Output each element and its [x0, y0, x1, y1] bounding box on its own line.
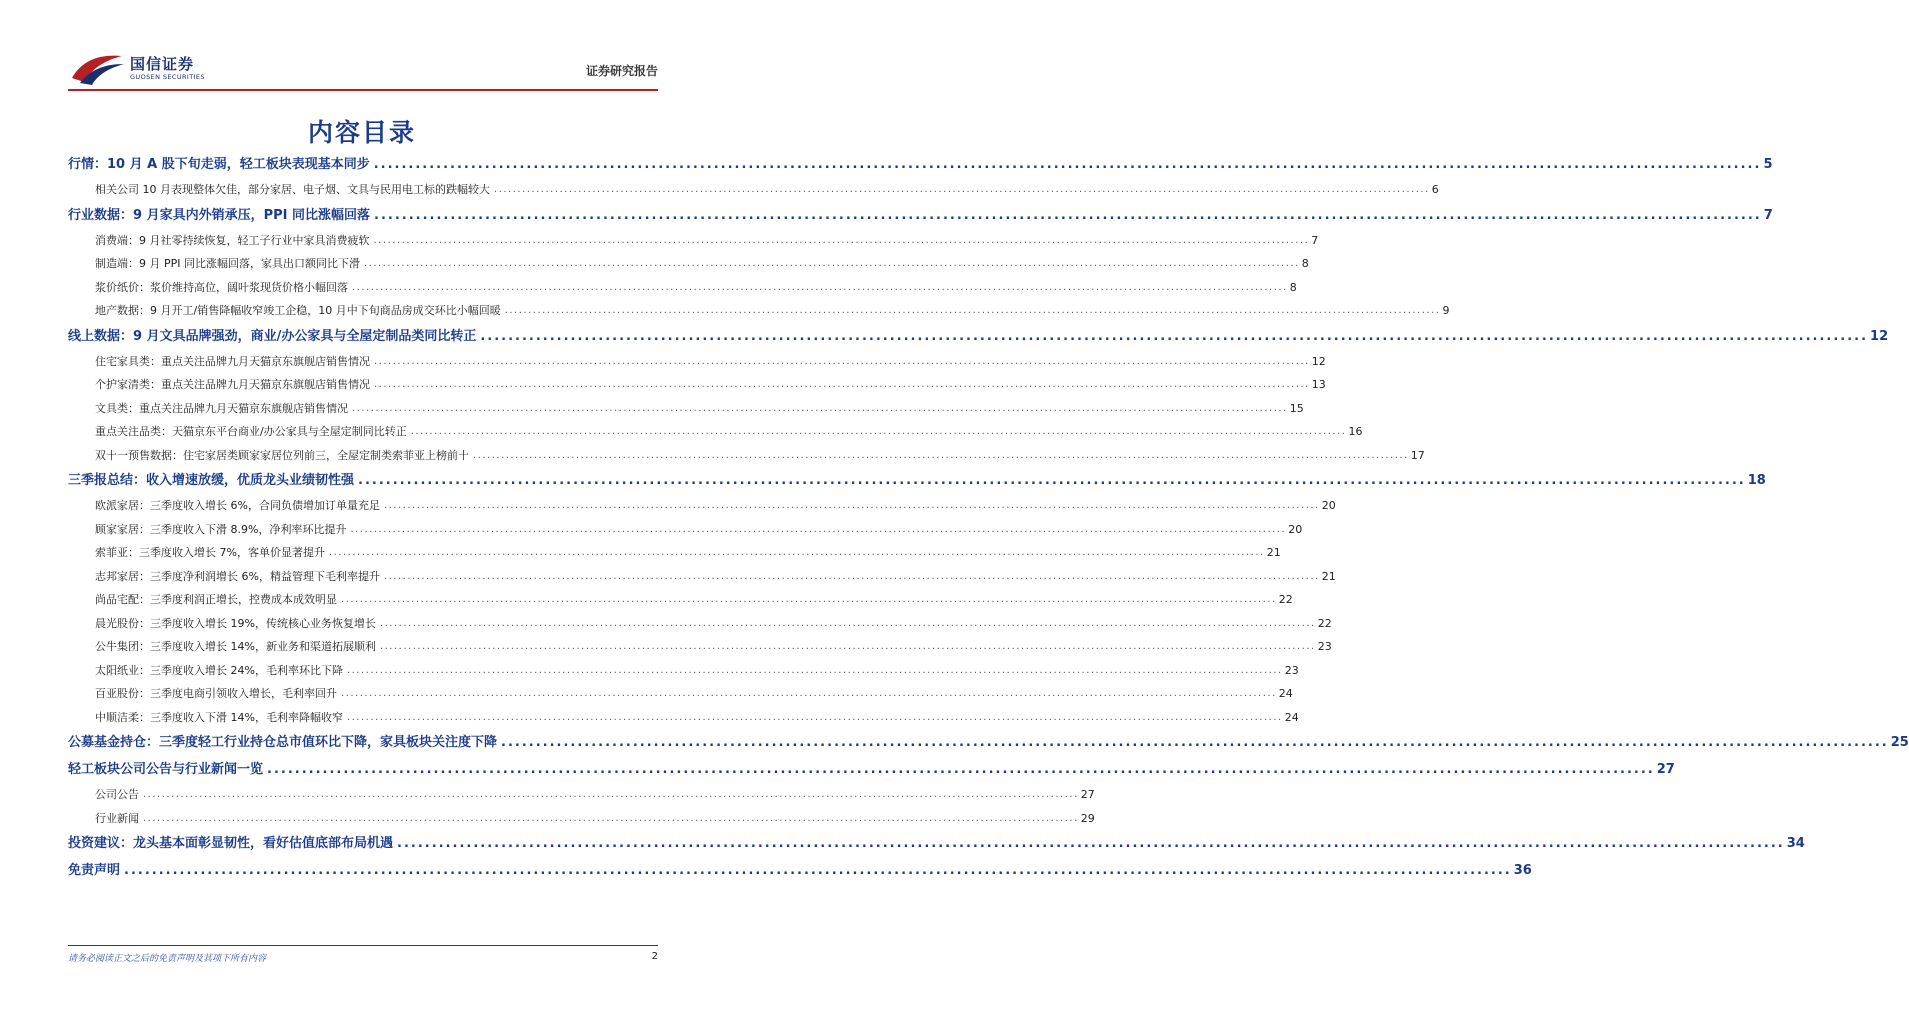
table-of-contents [68, 151, 1909, 884]
toc-entry-text: 制造端：9 月 PPI 同比涨幅回落，家具出口额同比下滑 [95, 257, 360, 270]
toc-page-number: 22 [1317, 616, 1332, 630]
toc-title: 内容目录 [307, 118, 416, 147]
toc-section-link[interactable] [68, 467, 1766, 494]
toc-entry-text: 消费端：9 月社零持续恢复，轻工子行业中家具消费疲软 [95, 233, 370, 247]
toc-subsection-link[interactable] [68, 494, 1336, 518]
toc-subsection-link[interactable] [68, 659, 1299, 683]
toc-subsection-link[interactable] [68, 444, 1425, 468]
toc-leader-dots: ........................................................................................................................................................................................................ [379, 617, 1316, 629]
toc-page-number: 18 [1747, 473, 1766, 488]
toc-page-number: 20 [1321, 499, 1336, 512]
toc-entry-text: 行业新闻 [95, 811, 139, 825]
toc-leader-dots: ........................................................................................................................................................................................................ [352, 281, 1288, 293]
toc-page-number: 7 [1763, 207, 1773, 223]
toc-section-link[interactable] [68, 756, 1675, 783]
toc-section-link[interactable] [68, 151, 1773, 178]
header-divider [68, 89, 658, 91]
footer-divider [68, 945, 658, 946]
page-header [70, 48, 658, 88]
toc-entry-text: 个护家清类：重点关注品牌九月天猫京东旗舰店销售情况 [95, 378, 370, 391]
toc-leader-dots: ........................................................................................................................................................................................................ [383, 570, 1320, 582]
toc-leader-dots: ........................................................................................................................................................................................................ [473, 449, 1409, 461]
toc-subsection-link[interactable] [68, 373, 1326, 397]
toc-entry-text: 住宅家具类：重点关注品牌九月天猫京东旗舰店销售情况 [95, 354, 370, 368]
toc-entry-text: 三季报总结：收入增速放缓，优质龙头业绩韧性强 [68, 473, 355, 488]
toc-section-link[interactable] [68, 729, 1909, 756]
toc-subsection-link[interactable] [68, 252, 1309, 276]
guosen-logo-icon [70, 52, 126, 86]
toc-page-number: 34 [1786, 836, 1805, 851]
toc-entry-text: 轻工板块公司公告与行业新闻一览 [68, 762, 264, 777]
toc-leader-dots: ........................................................................................................................................................................................................ [143, 789, 1079, 800]
toc-subsection-link[interactable] [68, 807, 1095, 831]
toc-subsection-link[interactable] [68, 565, 1336, 589]
toc-subsection-link[interactable] [68, 541, 1281, 565]
toc-page-number: 13 [1311, 378, 1326, 391]
toc-section-link[interactable] [68, 857, 1532, 884]
toc-leader-dots: ........................................................................................................................................................................................................ [504, 305, 1441, 316]
toc-entry-text: 地产数据：9 月开工/销售降幅收窄竣工企稳，10 月中下旬商品房成交环比小幅回暖 [95, 304, 501, 317]
toc-leader-dots: ........................................................................................................................................................................................................ [501, 735, 1889, 750]
toc-leader-dots: ........................................................................................................................................................................................................ [374, 355, 1310, 367]
toc-subsection-link[interactable] [68, 706, 1299, 730]
toc-entry-text: 欧派家居：三季度收入增长 6%，合同负债增加订单量充足 [95, 499, 380, 512]
toc-entry-text: 晨光股份：三季度收入增长 19%，传统核心业务恢复增长 [95, 616, 376, 630]
toc-leader-dots: ........................................................................................................................................................................................................ [328, 547, 1265, 558]
toc-page-number: 21 [1266, 546, 1281, 559]
toc-page-number: 27 [1656, 762, 1675, 777]
toc-page-number: 36 [1513, 863, 1532, 878]
toc-entry-text: 索菲亚：三季度收入增长 7%，客单价显著提升 [95, 546, 325, 559]
toc-subsection-link[interactable] [68, 612, 1332, 636]
toc-page-number: 25 [1890, 735, 1909, 750]
toc-leader-dots: ........................................................................................................................................................................................................ [480, 328, 1869, 344]
toc-subsection-link[interactable] [68, 299, 1450, 323]
toc-entry-text: 中顺洁柔：三季度收入下滑 14%，毛利率降幅收窄 [95, 710, 343, 724]
toc-entry-text: 尚品宅配：三季度利润正增长，控费成本成效明显 [95, 593, 337, 606]
toc-leader-dots: ........................................................................................................................................................................................................ [397, 836, 1785, 851]
toc-page-number: 8 [1289, 280, 1297, 294]
toc-entry-text: 行业数据：9 月家具内外销承压，PPI 同比涨幅回落 [68, 207, 370, 223]
toc-page-number: 5 [1763, 157, 1773, 172]
toc-entry-text: 志邦家居：三季度净利润增长 6%，精益管理下毛利率提升 [95, 569, 380, 583]
toc-entry-text: 公牛集团：三季度收入增长 14%，新业务和渠道拓展顺利 [95, 640, 376, 653]
toc-leader-dots: ........................................................................................................................................................................................................ [341, 688, 1277, 699]
toc-page-number: 17 [1410, 448, 1425, 462]
toc-leader-dots: ........................................................................................................................................................................................................ [383, 500, 1320, 511]
toc-page-number: 21 [1321, 569, 1336, 583]
toc-entry-text: 线上数据：9 月文具品牌强劲，商业/办公家具与全屋定制品类同比转正 [68, 328, 477, 344]
toc-page-number: 23 [1317, 640, 1332, 653]
toc-page-number: 12 [1870, 328, 1889, 344]
toc-page-number: 24 [1278, 687, 1293, 700]
toc-leader-dots: ........................................................................................................................................................................................................ [346, 711, 1283, 723]
toc-entry-text: 行情：10 月 A 股下旬走弱，轻工板块表现基本同步 [68, 157, 370, 172]
toc-subsection-link[interactable] [68, 635, 1332, 659]
toc-leader-dots: ........................................................................................................................................................................................................ [358, 473, 1746, 488]
toc-entry-text: 太阳纸业：三季度收入增长 24%，毛利率环比下降 [95, 663, 343, 677]
logo-chinese-name: 国信证券 [130, 55, 195, 73]
toc-subsection-link[interactable] [68, 682, 1293, 706]
toc-entry-text: 浆价纸价：浆价维持高位，阔叶浆现货价格小幅回落 [95, 280, 348, 294]
logo-english-name: GUOSEN SECURITIES [130, 73, 205, 81]
toc-leader-dots: ........................................................................................................................................................................................................ [494, 184, 1430, 195]
toc-entry-text: 百亚股份：三季度电商引领收入增长，毛利率回升 [95, 687, 337, 700]
toc-subsection-link[interactable] [68, 588, 1293, 612]
toc-leader-dots: ........................................................................................................................................................................................................ [374, 207, 1762, 223]
toc-entry-text: 免责声明 [68, 863, 121, 878]
disclaimer-note: 请务必阅读正文之后的免责声明及其项下所有内容 [68, 954, 267, 964]
toc-page-number: 22 [1278, 593, 1293, 606]
toc-section-link[interactable] [68, 830, 1805, 857]
toc-page-number: 9 [1442, 304, 1450, 317]
page-number: 2 [651, 951, 658, 962]
toc-subsection-link[interactable] [68, 397, 1304, 421]
toc-leader-dots: ........................................................................................................................................................................................................ [352, 402, 1288, 414]
toc-subsection-link[interactable] [68, 783, 1095, 807]
toc-page-number: 23 [1284, 663, 1299, 677]
toc-entry-text: 投资建议：龙头基本面彰显韧性，看好估值底部布局机遇 [68, 836, 394, 851]
toc-page-number: 15 [1289, 401, 1304, 415]
toc-subsection-link[interactable] [68, 178, 1439, 202]
toc-entry-text: 双十一预售数据：住宅家居类顾家家居位列前三，全屋定制类索菲亚上榜前十 [95, 448, 469, 462]
toc-subsection-link[interactable] [68, 350, 1326, 374]
toc-entry-text: 相关公司 10 月表现整体欠佳，部分家居、电子烟、文具与民用电工标的跌幅较大 [95, 183, 490, 196]
toc-leader-dots: ........................................................................................................................................................................................................ [267, 762, 1655, 777]
toc-entry-text: 文具类：重点关注品牌九月天猫京东旗舰店销售情况 [95, 401, 348, 415]
toc-leader-dots: ........................................................................................................................................................................................................ [379, 641, 1316, 652]
toc-page-number: 16 [1348, 425, 1363, 438]
toc-page-number: 24 [1284, 710, 1299, 724]
toc-entry-text: 顾家家居：三季度收入下滑 8.9%，净利率环比提升 [95, 522, 347, 536]
toc-leader-dots: ........................................................................................................................................................................................................ [346, 664, 1283, 676]
toc-page-number: 7 [1311, 233, 1319, 247]
guosen-logo [70, 52, 210, 86]
toc-leader-dots: ........................................................................................................................................................................................................ [341, 594, 1277, 605]
toc-leader-dots: ........................................................................................................................................................................................................ [350, 523, 1287, 535]
toc-leader-dots: ........................................................................................................................................................................................................ [124, 863, 1512, 878]
toc-section-link[interactable] [68, 323, 1889, 350]
toc-leader-dots: ........................................................................................................................................................................................................ [410, 426, 1347, 437]
toc-leader-dots: ........................................................................................................................................................................................................ [143, 812, 1079, 824]
toc-subsection-link[interactable] [68, 276, 1297, 300]
toc-page-number: 6 [1431, 183, 1439, 196]
toc-leader-dots: ........................................................................................................................................................................................................ [373, 157, 1762, 172]
toc-entry-text: 公募基金持仓：三季度轻工行业持仓总市值环比下降，家具板块关注度下降 [68, 735, 498, 750]
toc-leader-dots: ........................................................................................................................................................................................................ [373, 234, 1310, 246]
toc-subsection-link[interactable] [68, 518, 1303, 542]
toc-page-number: 29 [1080, 811, 1095, 825]
toc-page-number: 20 [1288, 522, 1303, 536]
toc-page-number: 12 [1311, 354, 1326, 368]
report-type-label: 证券研究报告 [585, 64, 658, 78]
toc-leader-dots: ........................................................................................................................................................................................................ [374, 379, 1310, 390]
toc-leader-dots: ........................................................................................................................................................................................................ [364, 258, 1300, 269]
toc-page-number: 27 [1080, 788, 1095, 801]
toc-subsection-link[interactable] [68, 420, 1363, 444]
toc-section-link[interactable] [68, 202, 1773, 229]
toc-entry-text: 公司公告 [95, 788, 139, 801]
toc-subsection-link[interactable] [68, 229, 1319, 253]
toc-page-number: 8 [1301, 257, 1309, 270]
toc-entry-text: 重点关注品类：天猫京东平台商业/办公家具与全屋定制同比转正 [95, 425, 407, 438]
